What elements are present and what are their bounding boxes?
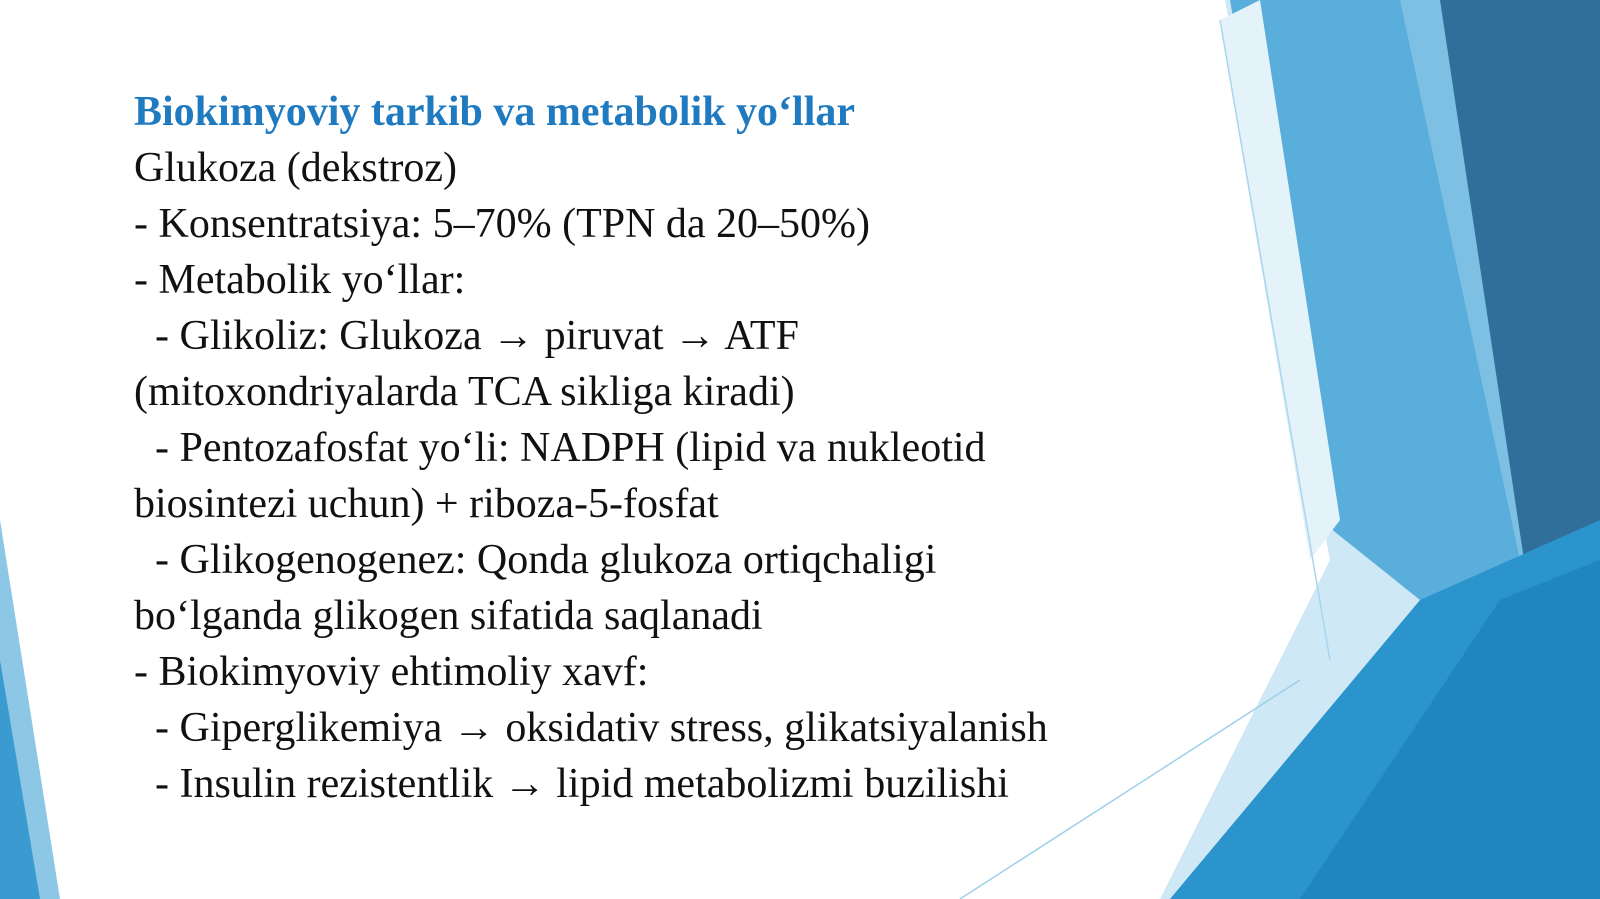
text-line: bo‘lganda glikogen sifatida saqlanadi (134, 593, 763, 639)
text-line: - Glikoliz: Glukoza → piruvat → ATF (134, 313, 799, 359)
text-line: biosintezi uchun) + riboza-5-fosfat (134, 481, 719, 527)
text-line: (mitoxondriyalarda TCA sikliga kiradi) (134, 369, 795, 415)
text-line: - Insulin rezistentlik → lipid metabolizmi buzilishi (134, 761, 1009, 807)
text-line: - Biokimyoviy ehtimoliy xavf: (134, 649, 649, 695)
text-line: - Konsentratsiya: 5–70% (TPN da 20–50%) (134, 201, 871, 247)
text-line: - Pentozafosfat yo‘li: NADPH (lipid va nukleotid (134, 425, 986, 471)
text-line: Glukoza (dekstroz) (134, 145, 458, 191)
slide-title: Biokimyoviy tarkib va metabolik yo‘llar (134, 89, 856, 135)
text-line: - Metabolik yo‘llar: (134, 257, 466, 303)
text-line: - Giperglikemiya → oksidativ stress, glikatsiyalanish (134, 705, 1048, 751)
text-line: - Glikogenogenez: Qonda glukoza ortiqchaligi (134, 537, 937, 583)
slide-content (134, 84, 1254, 812)
